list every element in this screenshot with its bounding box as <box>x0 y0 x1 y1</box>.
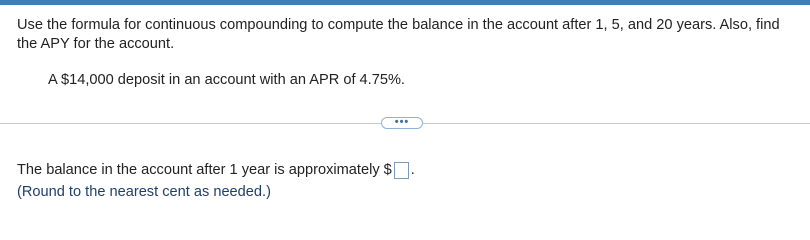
answer-suffix: . <box>410 162 415 178</box>
answer-input-box[interactable] <box>394 162 409 179</box>
answer-prefix: The balance in the account after 1 year is approximately $ <box>17 162 392 178</box>
question-text: Use the formula for continuous compounding to compute the balance in the account after 1, 5, and 20 years. Also, find the APY for the account. <box>17 17 780 52</box>
expand-more-button[interactable] <box>381 117 423 129</box>
ellipsis-icon: ••• <box>394 115 410 128</box>
problem-statement: A $14,000 deposit in an account with an APR of 4.75%. <box>48 72 405 88</box>
top-accent-bar <box>0 0 810 5</box>
answer-line <box>17 160 415 180</box>
rounding-hint: (Round to the nearest cent as needed.) <box>17 184 271 200</box>
